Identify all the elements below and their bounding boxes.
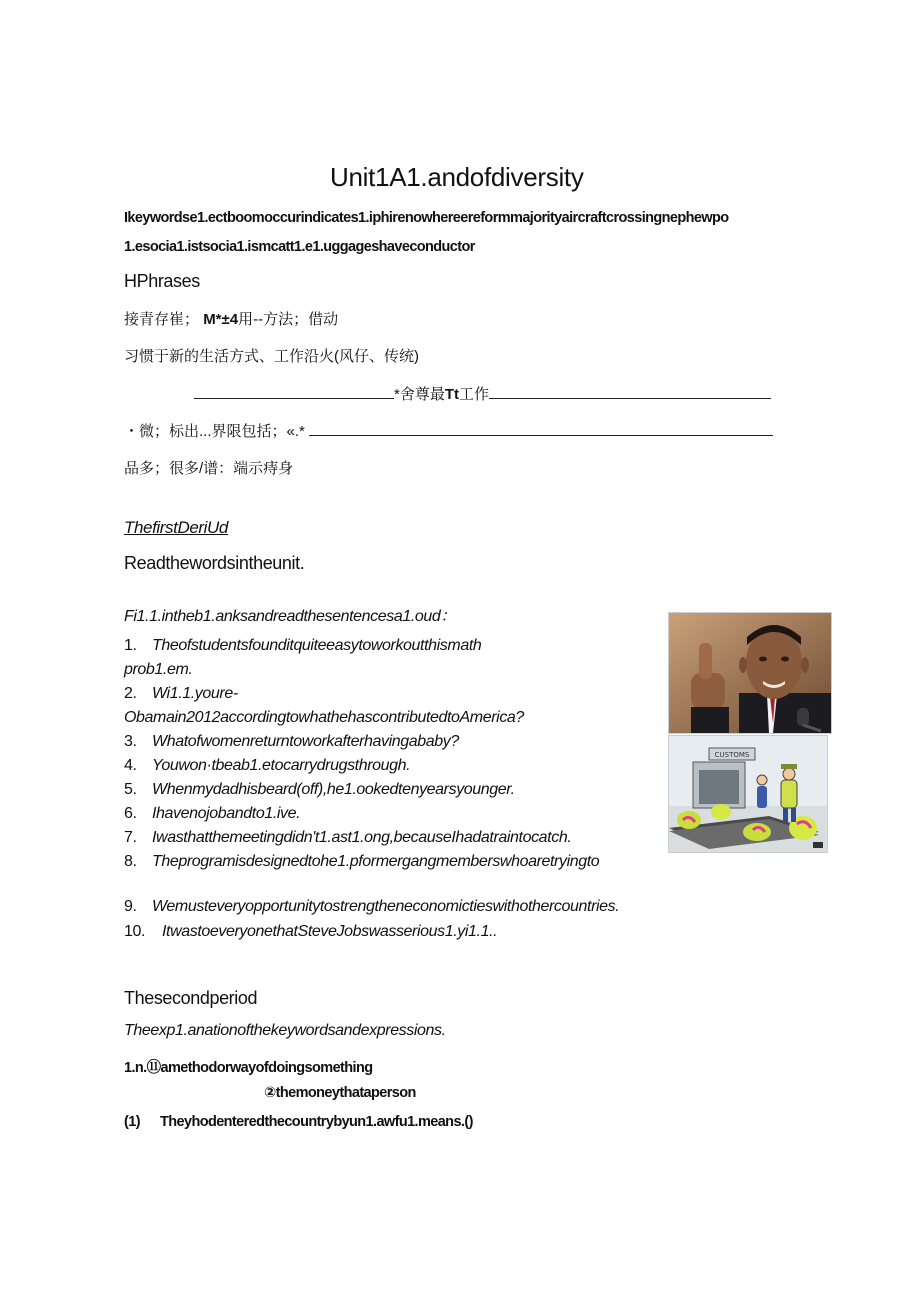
- second-period-heading: Thesecondperiod: [124, 988, 258, 1008]
- phrase-row-4: [124, 420, 773, 441]
- exercise-item: [124, 829, 571, 847]
- exercise-number: 8.: [124, 853, 137, 870]
- exercise-item: [124, 898, 619, 916]
- blank-line: [309, 421, 773, 436]
- exercise-item: [124, 733, 459, 751]
- exercise-text: Youwon·tbeab1.etocarrydrugsthrough.: [152, 757, 411, 774]
- phrase-row-3-bold: Tt: [444, 386, 460, 403]
- phrase-row-4-text: ・微；标出...界限包括；«.*: [124, 423, 305, 440]
- definition-1: 1.n.⑪amethodorwayofdoingsomething: [124, 1060, 373, 1076]
- exercise-text: Wi1.1.youre-: [152, 685, 238, 702]
- exercise-text: Whenmydadhisbeard(off),he1.ookedtenyearsyounger.: [152, 781, 515, 798]
- exercise-item: [124, 661, 192, 679]
- exercise-number: 9.: [124, 898, 137, 915]
- exercise-text: Wemusteveryopportunitytostrengtheneconomictieswithothercountries.: [152, 898, 620, 915]
- blank-line: [489, 384, 771, 399]
- exercise-number: 3.: [124, 733, 137, 750]
- phrase-row-3-text: *舍尊最: [394, 386, 445, 403]
- phrase-row-3: [194, 383, 771, 404]
- example-1: [124, 1114, 473, 1130]
- exercise-item: [124, 685, 238, 703]
- exercise-text: Obamain2012accordingtowhathehascontributedtoAmerica?: [124, 709, 524, 726]
- exercise-number: 5.: [124, 781, 137, 798]
- exercise-item: [124, 709, 524, 727]
- exercise-number: 1.: [124, 637, 137, 654]
- exercise-text: Iwasthatthemeetingdidn't1.ast1.ong,becauseIhadatraintocatch.: [152, 829, 572, 846]
- customs-cartoon: [668, 735, 828, 853]
- phrase-row-3-tail: 工作: [459, 386, 490, 403]
- blank-line: [194, 384, 394, 399]
- keywords-line-1: [124, 207, 729, 227]
- exercise-number: 4.: [124, 757, 137, 774]
- first-period-heading: ThefirstDeriUd: [124, 518, 228, 537]
- fill-instruction: Fi1.1.intheb1.anksandreadthesentencesa1.oud：: [124, 608, 456, 625]
- exercise-item: [124, 805, 300, 823]
- man-thumbs-up-photo: [668, 612, 832, 734]
- exercise-number: 10.: [124, 923, 146, 940]
- exercise-text: Theprogramisdesignedtohe1.pformergangmemberswhoaretryingto: [152, 853, 600, 870]
- phrases-heading: HPhrases: [124, 271, 200, 291]
- exercise-item: [124, 781, 515, 799]
- exercise-text: prob1.em.: [124, 661, 193, 678]
- keywords-line-2: 1.esocia1.istsocia1.ismcatt1.e1.uggageshaveconductor: [124, 239, 475, 255]
- exercise-item: [124, 757, 410, 775]
- cartoon-illustration: [669, 736, 827, 852]
- exercise-text: Theofstudentsfounditquiteeasytoworkoutthismath: [152, 637, 482, 654]
- phrase-row-1-tail: 用--方法；借动: [238, 311, 339, 328]
- exercise-number: 2.: [124, 685, 137, 702]
- page-title: Unit1A1.andofdiversity: [330, 162, 584, 192]
- phrase-row-1-bold: M*±4: [203, 311, 239, 328]
- phrase-row-1-text: 接青存崔；: [124, 311, 200, 328]
- exercise-number: 6.: [124, 805, 137, 822]
- exercise-item: [124, 853, 599, 871]
- customs-sign: CUSTOMS: [714, 751, 750, 759]
- exercise-text: Ihavenojobandto1.ive.: [152, 805, 301, 822]
- phrase-row-2: 习惯于新的生活方式、工作沿火(风仔、传统): [124, 348, 419, 365]
- read-instruction: Readthewordsintheunit.: [124, 553, 305, 573]
- phrase-row-5: 品多；很多/谱：端示痔身: [124, 460, 294, 477]
- second-period-subheading: Theexp1.anationofthekeywordsandexpressions.: [124, 1022, 446, 1039]
- exercise-item: [124, 637, 481, 655]
- phrase-row-1: [124, 308, 338, 329]
- definition-2: ②themoneythataperson: [264, 1085, 416, 1101]
- exercise-text: Whatofwomenreturntoworkafterhavingababy?: [152, 733, 459, 750]
- example-text: Theyhodenteredthecountrybyun1.awfu1.means.(): [160, 1114, 473, 1130]
- photo-illustration: [669, 613, 831, 733]
- example-number: (1): [124, 1114, 140, 1130]
- keywords-text: Ikeywordse1.ectboomoccurindicates1.iphirenowhereereformmajorityaircraftcrossingnephewpo: [124, 210, 729, 226]
- exercise-item: [124, 923, 497, 941]
- exercise-text: ItwastoeveryonethatSteveJobswasserious1.yi1.1..: [162, 923, 498, 940]
- exercise-number: 7.: [124, 829, 137, 846]
